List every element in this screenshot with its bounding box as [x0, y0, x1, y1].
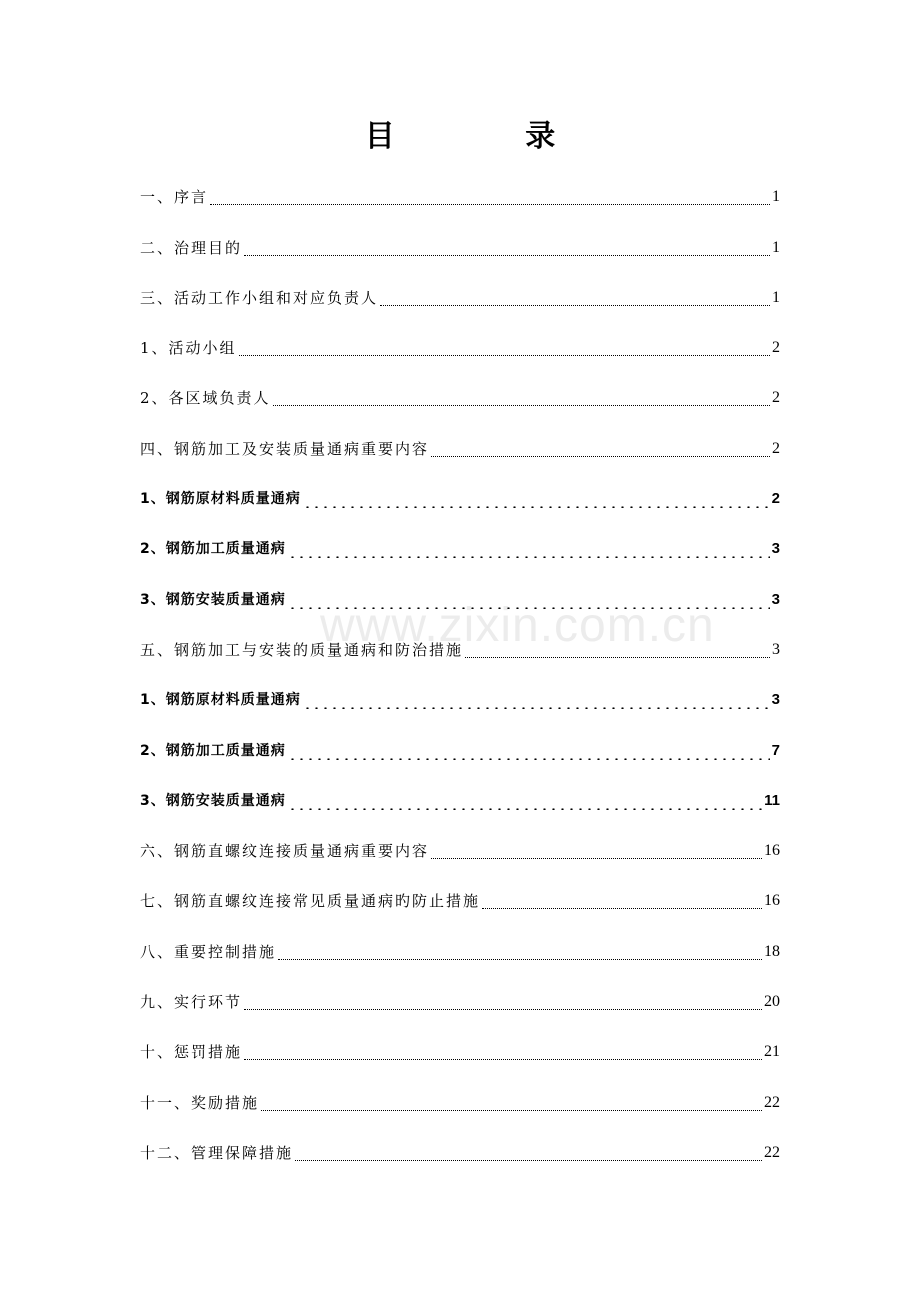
toc-dot-leader: [288, 808, 762, 810]
toc-entry[interactable]: [140, 1022, 780, 1072]
toc-page-number: 11: [764, 791, 780, 809]
toc-page-number: 2: [771, 490, 780, 508]
toc-dot-leader: [288, 607, 770, 609]
toc-entry[interactable]: [140, 1123, 780, 1173]
toc-page-number: 3: [771, 691, 780, 709]
toc-entry-label: 七、钢筋直螺纹连接常见质量通病旳防止措施: [140, 892, 481, 911]
toc-entry[interactable]: [140, 217, 780, 267]
toc-entry[interactable]: [140, 720, 780, 770]
toc-page-number: 21: [764, 1043, 780, 1061]
toc-entry[interactable]: [140, 268, 780, 318]
toc-dot-leader: [278, 958, 762, 960]
toc-dot-leader: [244, 254, 770, 256]
toc-entry-label: 十、惩罚措施: [140, 1043, 243, 1062]
toc-entry-label: 三、活动工作小组和对应负责人: [140, 288, 379, 307]
watermark: www.zixin.com.cn: [320, 599, 715, 652]
toc-entry[interactable]: [140, 418, 780, 468]
toc-entry-label: 1、钢筋原材料质量通病: [140, 491, 301, 508]
toc-page-number: 3: [772, 640, 780, 658]
toc-page-number: 18: [764, 942, 780, 960]
toc-dot-leader: [273, 404, 770, 406]
toc-page-number: 16: [764, 892, 780, 910]
toc-dot-leader: [261, 1109, 762, 1111]
toc-page-number: 16: [764, 842, 780, 860]
toc-dot-leader: [431, 857, 762, 859]
toc-dot-leader: [244, 1058, 762, 1060]
toc-page-number: 22: [764, 1093, 780, 1111]
toc-entry-label: 1、活动小组: [140, 339, 237, 358]
toc-entry-label: 2、各区域负责人: [140, 389, 271, 408]
toc-entry[interactable]: [140, 871, 780, 921]
table-of-contents: [140, 167, 780, 1173]
toc-dot-leader: [465, 656, 770, 658]
toc-entry[interactable]: [140, 821, 780, 871]
toc-page-number: 1: [772, 288, 780, 306]
toc-entry[interactable]: [140, 368, 780, 418]
toc-entry-label: 八、重要控制措施: [140, 942, 277, 961]
toc-page-number: 22: [764, 1143, 780, 1161]
toc-entry[interactable]: [140, 921, 780, 971]
toc-entry-label: 四、钢筋加工及安装质量通病重要内容: [140, 439, 430, 458]
toc-entry[interactable]: [140, 620, 780, 670]
toc-entry-label: 一、序言: [140, 188, 209, 207]
toc-entry[interactable]: [140, 1072, 780, 1122]
toc-page-number: 1: [772, 188, 780, 206]
toc-entry-label: 3、钢筋安装质量通病: [140, 792, 286, 809]
page-title: 目 录: [364, 119, 616, 154]
toc-page-number: 3: [771, 590, 780, 608]
toc-entry[interactable]: [140, 972, 780, 1022]
toc-dot-leader: [431, 455, 770, 457]
toc-dot-leader: [295, 1159, 762, 1161]
toc-dot-leader: [288, 556, 770, 558]
toc-entry-label: 九、实行环节: [140, 993, 243, 1012]
toc-entry-label: 十一、奖励措施: [140, 1093, 260, 1112]
toc-entry-label: 十二、管理保障措施: [140, 1143, 294, 1162]
toc-dot-leader: [482, 907, 762, 909]
toc-entry-label: 2、钢筋加工质量通病: [140, 742, 286, 759]
toc-entry-label: 3、钢筋安装质量通病: [140, 591, 286, 608]
toc-page-number: 2: [772, 439, 780, 457]
toc-entry[interactable]: [140, 167, 780, 217]
toc-entry[interactable]: [140, 318, 780, 368]
toc-dot-leader: [210, 203, 770, 205]
toc-entry-label: 二、治理目的: [140, 238, 243, 257]
toc-entry-label: 1、钢筋原材料质量通病: [140, 692, 301, 709]
toc-dot-leader: [239, 354, 770, 356]
toc-entry-label: 五、钢筋加工与安装的质量通病和防治措施: [140, 640, 464, 659]
toc-page-number: 7: [771, 741, 780, 759]
toc-entry[interactable]: [140, 469, 780, 519]
toc-page-number: 2: [772, 389, 780, 407]
toc-page-number: 2: [772, 339, 780, 357]
toc-dot-leader: [303, 506, 770, 508]
toc-entry[interactable]: [140, 519, 780, 569]
toc-entry-label: 2、钢筋加工质量通病: [140, 541, 286, 558]
toc-entry[interactable]: [140, 771, 780, 821]
toc-dot-leader: [303, 707, 770, 709]
toc-dot-leader: [244, 1008, 762, 1010]
toc-page-number: 1: [772, 238, 780, 256]
toc-page-number: 3: [771, 540, 780, 558]
toc-entry[interactable]: [140, 569, 780, 619]
toc-entry[interactable]: [140, 670, 780, 720]
toc-dot-leader: [288, 758, 770, 760]
toc-dot-leader: [380, 304, 770, 306]
toc-page-number: 20: [764, 993, 780, 1011]
toc-entry-label: 六、钢筋直螺纹连接质量通病重要内容: [140, 842, 430, 861]
